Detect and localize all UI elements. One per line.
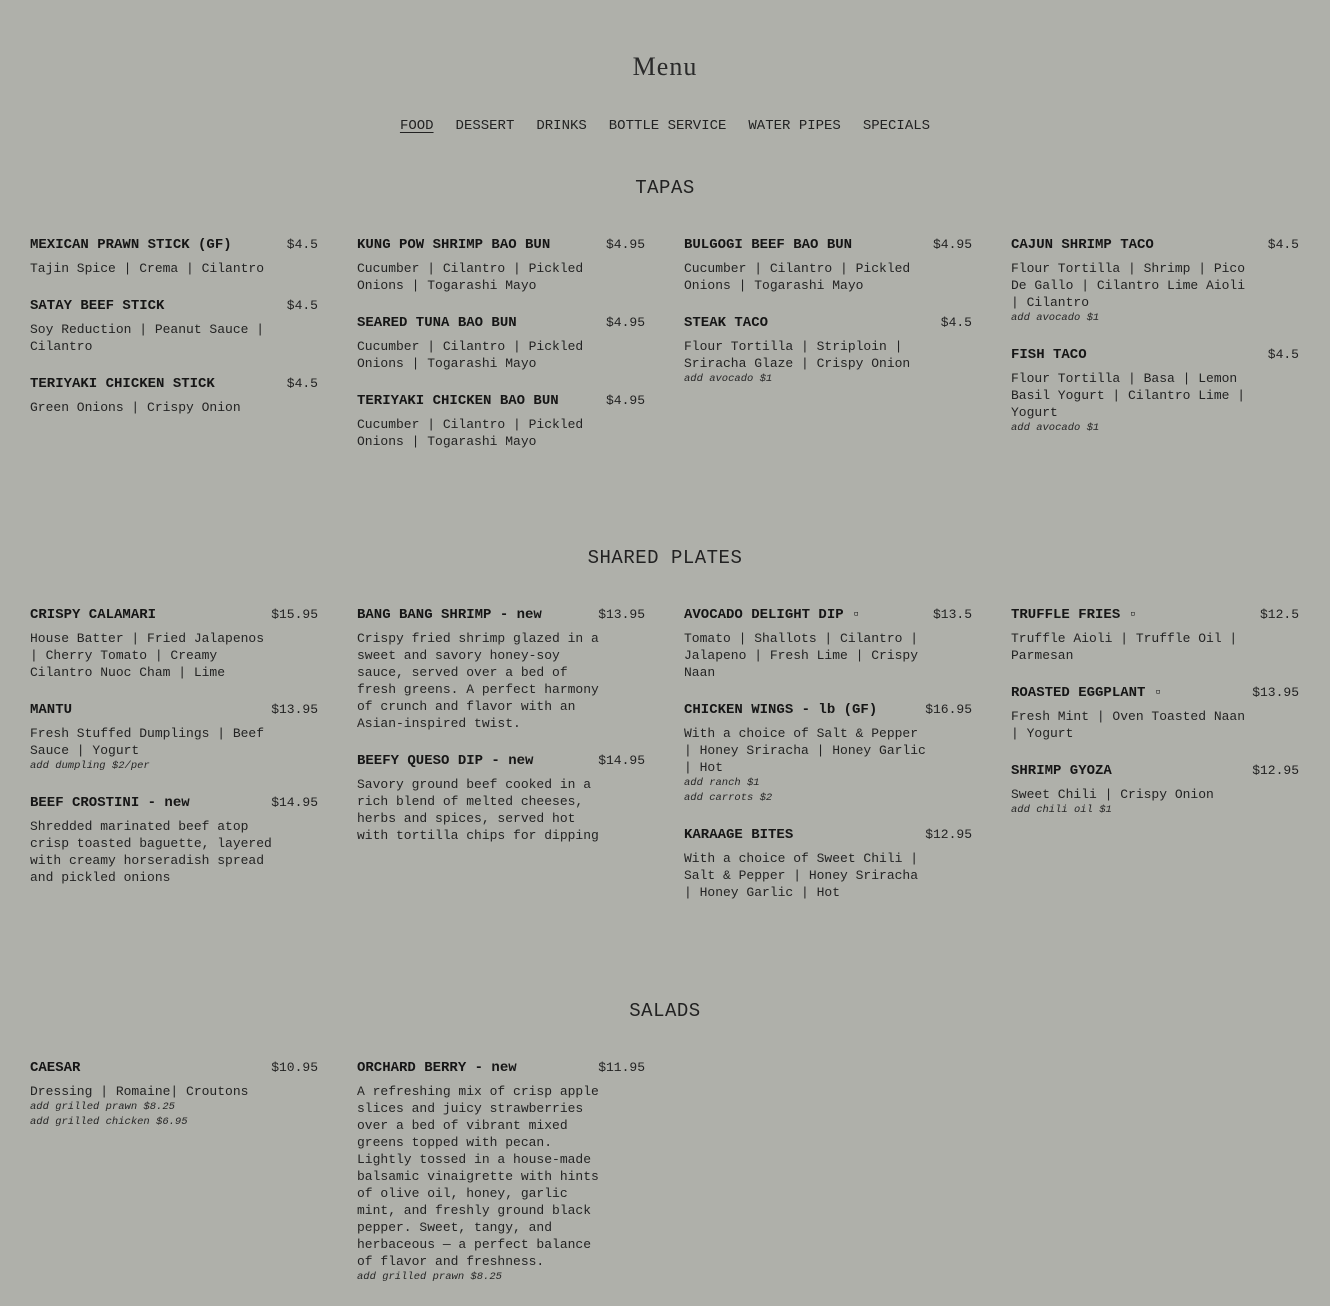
menu-item-description: Fresh Stuffed Dumplings | Beef Sauce | Yogurt [30,726,265,758]
tab-water-pipes[interactable]: WATER PIPES [748,118,841,134]
menu-item-name: TRUFFLE FRIES ▫ [1011,607,1138,623]
menu-item [1011,607,1299,664]
menu-item-addon-note: add carrots $2 [684,792,773,804]
menu-item-price: $12.95 [925,827,972,842]
menu-item [30,607,318,681]
menu-item-header [357,237,645,253]
menu-item-description: Savory ground beef cooked in a rich blend of melted cheeses, herbs and spices, served hot with tortilla chips for dipping [357,777,599,843]
menu-item [30,237,318,277]
menu-item-description: A refreshing mix of crisp apple slices and juicy strawberries over a bed of vibrant mixed greens topped with pecan. Lightly tossed in a house-made balsamic vinaigrette with hints of olive oil, honey, garlic mint, and freshly ground black pepper. Sweet, tangy, and herbaceous — a perfect balance of flavor and freshness. [357,1084,599,1269]
menu-item [684,827,972,901]
menu-item [30,1060,318,1130]
menu-item [357,607,645,732]
menu-item-price: $4.5 [1267,347,1299,362]
menu-item [30,702,318,774]
tab-drinks[interactable]: DRINKS [536,118,587,134]
menu-item-addon-note: add grilled prawn $8.25 [30,1101,175,1113]
menu-item-name: ROASTED EGGPLANT ▫ [1011,685,1163,701]
menu-item-header [30,795,318,811]
section-title-tapas: TAPAS [635,177,695,199]
menu-item-description: Cucumber | Cilantro | Pickled Onions | Togarashi Mayo [357,261,584,293]
tapas-column-3 [684,237,972,408]
menu-item-description: Dressing | Romaine| Croutons [30,1084,249,1099]
menu-item-header [30,1060,318,1076]
menu-item-price: $4.5 [286,298,318,313]
menu-item-header [1011,607,1299,623]
section-title-salads: SALADS [629,1000,701,1022]
menu-item-price: $13.5 [932,607,972,622]
menu-item-addon-note: add dumpling $2/per [30,760,150,772]
menu-item-price: $4.5 [286,237,318,252]
tapas-column-2 [357,237,645,471]
menu-item [684,607,972,681]
menu-item-description: Fresh Mint | Oven Toasted Naan | Yogurt [1011,709,1246,741]
menu-item [1011,237,1299,326]
menu-item-description: Sweet Chili | Crispy Onion [1011,787,1214,802]
menu-item-name: CHICKEN WINGS - lb (GF) [684,702,878,718]
menu-item-header [30,298,318,314]
menu-item-header [684,827,972,843]
menu-item-description: Shredded marinated beef atop crisp toasted baguette, layered with creamy horseradish spread and pickled onions [30,819,272,885]
menu-item-description: Crispy fried shrimp glazed in a sweet and savory honey-soy sauce, served over a bed of fresh greens. A perfect harmony of crunch and flavor with an Asian-inspired twist. [357,631,599,731]
menu-item-header [684,315,972,331]
menu-item-name: SEARED TUNA BAO BUN [357,315,517,331]
menu-item-name: MEXICAN PRAWN STICK (GF) [30,237,232,253]
salads-column-2 [357,1060,645,1306]
tapas-column-1 [30,237,318,437]
menu-item-header [357,607,645,623]
menu-item-price: $4.95 [605,237,645,252]
menu-item-name: BANG BANG SHRIMP - new [357,607,542,623]
menu-item [357,315,645,372]
menu-item-description: Flour Tortilla | Shrimp | Pico De Gallo | Cilantro Lime Aioli | Cilantro [1011,261,1246,310]
menu-item-description: With a choice of Salt & Pepper | Honey Sriracha | Honey Garlic | Hot [684,726,926,775]
menu-item-description: Flour Tortilla | Basa | Lemon Basil Yogurt | Cilantro Lime | Yogurt [1011,371,1246,420]
menu-item-price: $4.5 [1267,237,1299,252]
menu-item [684,237,972,294]
shared-plates-column-4 [1011,607,1299,839]
menu-item-header [30,376,318,392]
menu-item-price: $4.95 [932,237,972,252]
menu-item-description: House Batter | Fried Jalapenos | Cherry Tomato | Creamy Cilantro Nuoc Cham | Lime [30,631,265,680]
menu-item-name: FISH TACO [1011,347,1087,363]
menu-item [1011,763,1299,818]
menu-item-price: $10.95 [271,1060,318,1075]
menu-item-addon-note: add avocado $1 [684,373,773,385]
page-title: Menu [632,52,698,81]
menu-item-addon-note: add grilled prawn $8.25 [357,1271,502,1283]
tab-food[interactable]: FOOD [399,118,434,134]
menu-item-header [357,393,645,409]
tapas-column-4 [1011,237,1299,457]
menu-item-name: ORCHARD BERRY - new [357,1060,517,1076]
menu-item-header [684,607,972,623]
menu-item-price: $14.95 [271,795,318,810]
menu-item-price: $4.5 [286,376,318,391]
menu-item-price: $13.95 [598,607,645,622]
menu-item [684,315,972,387]
menu-item-price: $16.95 [925,702,972,717]
menu-item-price: $14.95 [598,753,645,768]
menu-item-header [30,237,318,253]
tab-bottle-service[interactable]: BOTTLE SERVICE [608,118,727,134]
menu-item-addon-note: add grilled chicken $6.95 [30,1116,188,1128]
menu-item-description: With a choice of Sweet Chili | Salt & Pepper | Honey Sriracha | Honey Garlic | Hot [684,851,919,900]
menu-item-price: $4.5 [940,315,972,330]
menu-item [1011,685,1299,742]
menu-category-nav [0,118,1330,134]
menu-item-header [357,1060,645,1076]
menu-item-price: $12.5 [1259,607,1299,622]
menu-item-name: MANTU [30,702,73,718]
menu-item-name: TERIYAKI CHICKEN STICK [30,376,215,392]
menu-item-name: BULGOGI BEEF BAO BUN [684,237,853,253]
menu-item-name: SATAY BEEF STICK [30,298,165,314]
menu-item-description: Tomato | Shallots | Cilantro | Jalapeno | Fresh Lime | Crispy Naan [684,631,919,680]
menu-item-header [357,315,645,331]
salads-column-1 [30,1060,318,1151]
menu-item-name: CRISPY CALAMARI [30,607,157,623]
shared-plates-column-2 [357,607,645,865]
shared-plates-column-3 [684,607,972,922]
menu-item-description: Cucumber | Cilantro | Pickled Onions | Togarashi Mayo [357,339,584,371]
menu-item-price: $13.95 [1252,685,1299,700]
menu-item-description: Cucumber | Cilantro | Pickled Onions | Togarashi Mayo [684,261,911,293]
menu-item-name: STEAK TACO [684,315,769,331]
menu-item-header [1011,763,1299,779]
menu-item-header [684,702,972,718]
menu-item-addon-note: add ranch $1 [684,777,760,789]
menu-item-price: $15.95 [271,607,318,622]
menu-item-header [1011,685,1299,701]
menu-item-name: TERIYAKI CHICKEN BAO BUN [357,393,559,409]
menu-item [357,393,645,450]
menu-item [357,753,645,844]
menu-item [30,298,318,355]
menu-item-description: Tajin Spice | Crema | Cilantro [30,261,265,276]
shared-plates-column-1 [30,607,318,907]
menu-item [30,795,318,886]
menu-item-name: SHRIMP GYOZA [1011,763,1112,779]
menu-item-name: KUNG POW SHRIMP BAO BUN [357,237,551,253]
menu-item-addon-note: add chili oil $1 [1011,804,1112,816]
menu-item-name: BEEFY QUESO DIP - new [357,753,534,769]
menu-item-addon-note: add avocado $1 [1011,312,1100,324]
menu-item-name: CAESAR [30,1060,81,1076]
menu-item-description: Soy Reduction | Peanut Sauce | Cilantro [30,322,265,354]
menu-item-price: $4.95 [605,393,645,408]
tab-specials[interactable]: SPECIALS [862,118,931,134]
menu-item-header [30,702,318,718]
section-title-shared-plates: SHARED PLATES [587,547,743,569]
menu-item-header [1011,347,1299,363]
menu-item-description: Truffle Aioli | Truffle Oil | Parmesan [1011,631,1238,663]
menu-item [357,1060,645,1285]
menu-item-header [357,753,645,769]
menu-item [1011,347,1299,436]
menu-item-header [30,607,318,623]
menu-item [30,376,318,416]
menu-item [357,237,645,294]
menu-item-description: Cucumber | Cilantro | Pickled Onions | Togarashi Mayo [357,417,584,449]
menu-item-header [1011,237,1299,253]
menu-item-price: $13.95 [271,702,318,717]
menu-item-description: Green Onions | Crispy Onion [30,400,241,415]
menu-item-price: $12.95 [1252,763,1299,778]
menu-item-description: Flour Tortilla | Striploin | Sriracha Glaze | Crispy Onion [684,339,911,371]
menu-item-price: $11.95 [598,1060,645,1075]
menu-item-name: AVOCADO DELIGHT DIP ▫ [684,607,861,623]
menu-item [684,702,972,806]
menu-item-name: CAJUN SHRIMP TACO [1011,237,1154,253]
tab-dessert[interactable]: DESSERT [455,118,515,134]
menu-item-price: $4.95 [605,315,645,330]
menu-item-header [684,237,972,253]
menu-item-addon-note: add avocado $1 [1011,422,1100,434]
menu-item-name: KARAAGE BITES [684,827,794,843]
menu-item-name: BEEF CROSTINI - new [30,795,190,811]
